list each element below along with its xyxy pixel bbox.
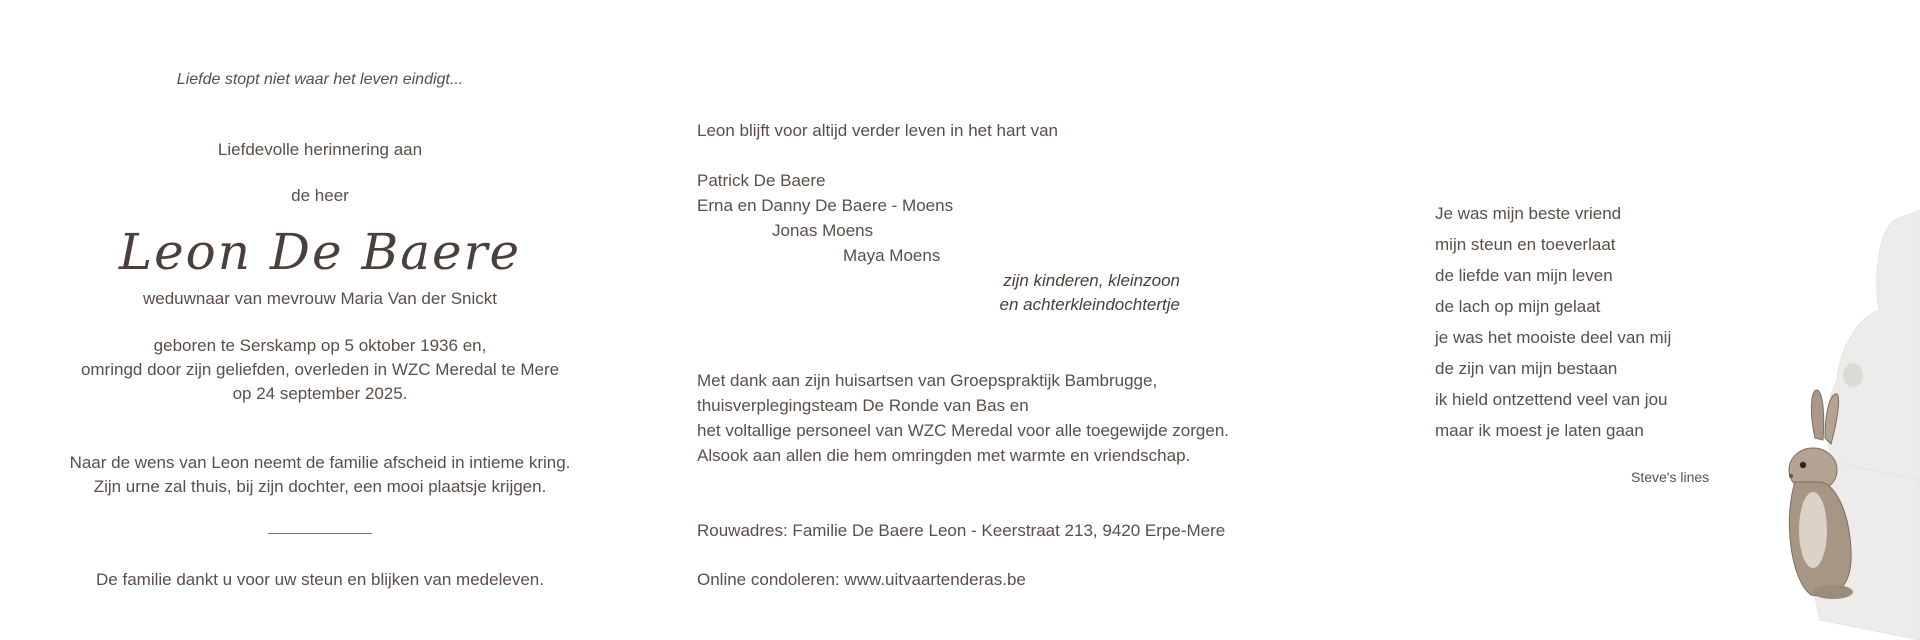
- deceased-name: Leon De Baere: [118, 223, 522, 281]
- online-condolence-text: Online condoleren: www.uitvaartenderas.be: [697, 570, 1026, 589]
- gratitude-line: het voltallige personeel van WZC Meredal voor alle toegewijde zorgen.: [697, 421, 1230, 440]
- gratitude-line: thuisverplegingsteam De Ronde van Bas en: [697, 396, 1029, 415]
- poem-line: de liefde van mijn leven: [1435, 266, 1613, 285]
- left-panel: [0, 0, 640, 640]
- thanks-text: De familie dankt u voor uw steun en blijken van medeleven.: [96, 570, 544, 589]
- poem-credit: Steve's lines: [1631, 469, 1710, 485]
- bio-line: omringd door zijn geliefden, overleden in WZC Meredal te Mere: [80, 360, 560, 379]
- family-member: Patrick De Baere: [697, 171, 826, 190]
- poem-line: maar ik moest je laten gaan: [1435, 421, 1644, 440]
- bio-line: geboren te Serskamp op 5 oktober 1936 en,: [153, 336, 487, 355]
- poem-line: Je was mijn beste vriend: [1435, 204, 1622, 223]
- rabbit-illustration: [1755, 200, 1920, 640]
- wish-line: Naar de wens van Leon neemt de familie afscheid in intieme kring.: [69, 453, 571, 472]
- poem-line: de zijn van mijn bestaan: [1435, 359, 1618, 378]
- gratitude-line: Met dank aan zijn huisartsen van Groepspraktijk Bambrugge,: [697, 371, 1158, 390]
- relation-line: zijn kinderen, kleinzoon: [1003, 271, 1180, 290]
- family-member: Erna en Danny De Baere - Moens: [697, 196, 954, 215]
- gratitude-line: Alsook aan allen die hem omringden met warmte en vriendschap.: [697, 446, 1191, 465]
- middle-panel: [697, 0, 1257, 640]
- title-text: de heer: [291, 186, 349, 205]
- intro-text: Leon blijft voor altijd verder leven in het hart van: [697, 121, 1058, 140]
- opening-quote: Liefde stopt niet waar het leven eindigt...: [176, 71, 464, 88]
- poem-line: de lach op mijn gelaat: [1435, 297, 1601, 316]
- family-member: Maya Moens: [843, 246, 941, 265]
- remembrance-text: Liefdevolle herinnering aan: [217, 140, 423, 159]
- poem-line: mijn steun en toeverlaat: [1435, 235, 1616, 254]
- poem-line: ik hield ontzettend veel van jou: [1435, 390, 1668, 409]
- family-member: Jonas Moens: [772, 221, 874, 240]
- wish-line: Zijn urne zal thuis, bij zijn dochter, een mooi plaatsje krijgen.: [93, 477, 547, 496]
- poem-line: je was het mooiste deel van mij: [1435, 328, 1672, 347]
- widower-text: weduwnaar van mevrouw Maria Van der Snickt: [142, 289, 497, 308]
- bio-line: op 24 september 2025.: [232, 384, 408, 403]
- relation-line: en achterkleindochtertje: [999, 295, 1180, 314]
- divider: [268, 533, 372, 534]
- address-text: Rouwadres: Familie De Baere Leon - Keerstraat 213, 9420 Erpe-Mere: [697, 521, 1226, 540]
